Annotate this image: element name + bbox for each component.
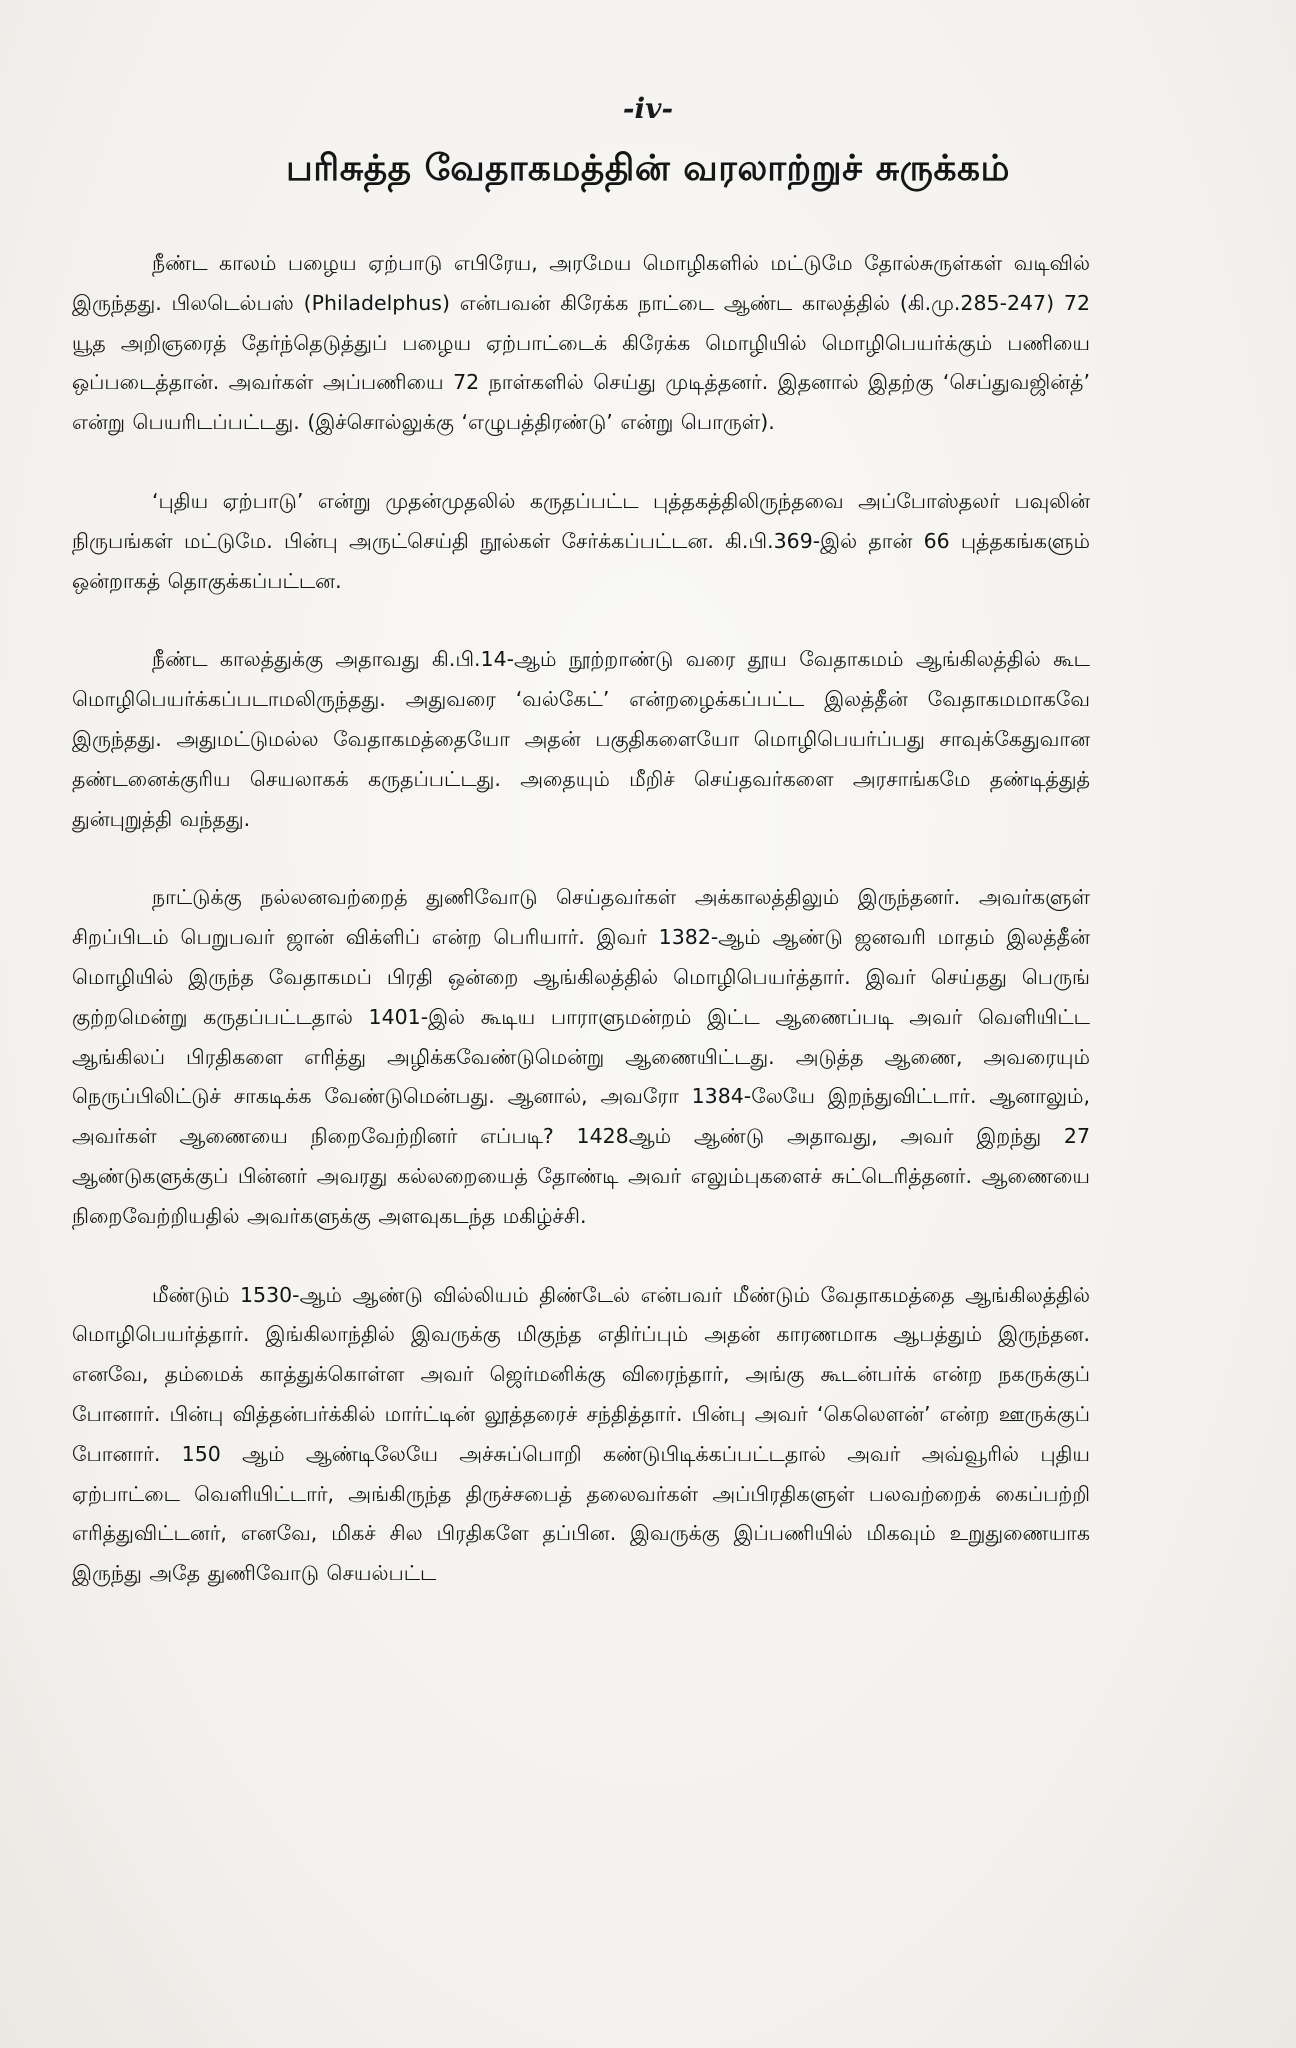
paragraph: நீண்ட காலம் பழைய ஏற்பாடு எபிரேய, அரமேய மொழிகளில் மட்டுமே தோல்சுருள்கள் வடிவில் இருந்தது. பிலடெல்பஸ் (Philadelphus) என்பவன் கிரேக்க நாட்டை ஆண்ட காலத்தில் (கி.மு.285-247) 72 யூத அறிஞரைத் தேர்ந்தெடுத்துப் பழைய ஏற்பாட்டைக் கிரேக்க மொழியில் மொழிபெயர்க்கும் பணியை ஒப்படைத்தான். அவர்கள் அப்பணியை 72 நாள்களில் செய்து முடித்தனர். இதனால் இதற்கு ‘செப்துவஜின்த்’ என்று பெயரிடப்பட்டது. (இச்சொல்லுக்கு ‘எழுபத்திரண்டு’ என்று பொருள்). xyxy=(72,251,1090,435)
page-title: பரிசுத்த வேதாகமத்தின் வரலாற்றுச் சுருக்கம் xyxy=(286,148,1010,189)
body-text xyxy=(72,244,1090,1594)
paragraph: மீண்டும் 1530-ஆம் ஆண்டு வில்லியம் திண்டேல் என்பவர் மீண்டும் வேதாகமத்தை ஆங்கிலத்தில் மொழிபெயர்த்தார். இங்கிலாந்தில் இவருக்கு மிகுந்த எதிர்ப்பும் அதன் காரணமாக ஆபத்தும் இருந்தன. எனவே, தம்மைக் காத்துக்கொள்ள அவர் ஜெர்மனிக்கு விரைந்தார், அங்கு கூடன்பர்க் என்ற நகருக்குப் போனார். பின்பு வித்தன்பர்க்கில் மார்ட்டின் லூத்தரைச் சந்தித்தார். பின்பு அவர் ‘கெலௌன்’ என்ற ஊருக்குப் போனார். 150 ஆம் ஆண்டிலேயே அச்சுப்பொறி கண்டுபிடிக்கப்பட்டதால் அவர் அவ்வூரில் புதிய ஏற்பாட்டை வெளியிட்டார், அங்கிருந்த திருச்சபைத் தலைவர்கள் அப்பிரதிகளுள் பலவற்றைக் கைப்பற்றி எரித்துவிட்டனர், எனவே, மிகச் சில பிரதிகளே தப்பின. இவருக்கு இப்பணியில் மிகவும் உறுதுணையாக இருந்து அதே துணிவோடு செயல்பட்ட xyxy=(72,1282,1090,1586)
paragraph: ‘புதிய ஏற்பாடு’ என்று முதன்முதலில் கருதப்பட்ட புத்தகத்திலிருந்தவை அப்போஸ்தலர் பவுலின் நிருபங்கள் மட்டுமே. பின்பு அருட்செய்தி நூல்கள் சேர்க்கப்பட்டன. கி.பி.369-இல் தான் 66 புத்தகங்களும் ஒன்றாகத் தொகுக்கப்பட்டன. xyxy=(72,488,1090,593)
page-number: -iv- xyxy=(622,92,674,125)
paragraph: நாட்டுக்கு நல்லனவற்றைத் துணிவோடு செய்தவர்கள் அக்காலத்திலும் இருந்தனர். அவர்களுள் சிறப்பிடம் பெறுபவர் ஜான் விக்ளிப் என்ற பெரியார். இவர் 1382-ஆம் ஆண்டு ஜனவரி மாதம் இலத்தீன் மொழியில் இருந்த வேதாகமப் பிரதி ஒன்றை ஆங்கிலத்தில் மொழிபெயர்த்தார். இவர் செய்தது பெருங் குற்றமென்று கருதப்பட்டதால் 1401-இல் கூடிய பாராளுமன்றம் இட்ட ஆணைப்படி அவர் வெளியிட்ட ஆங்கிலப் பிரதிகளை எரித்து அழிக்கவேண்டுமென்று ஆணையிட்டது. அடுத்த ஆணை, அவரையும் நெருப்பிலிட்டுச் சாகடிக்க வேண்டுமென்பது. ஆனால், அவரோ 1384-லேயே இறந்துவிட்டார். ஆனாலும், அவர்கள் ஆணையை நிறைவேற்றினர் எப்படி? 1428ஆம் ஆண்டு அதாவது, அவர் இறந்து 27 ஆண்டுகளுக்குப் பின்னர் அவரது கல்லறையைத் தோண்டி அவர் எலும்புகளைச் சுட்டெரித்தனர். ஆணையை நிறைவேற்றியதில் அவர்களுக்கு அளவுகடந்த மகிழ்ச்சி. xyxy=(72,885,1090,1228)
paragraph: நீண்ட காலத்துக்கு அதாவது கி.பி.14-ஆம் நூற்றாண்டு வரை தூய வேதாகமம் ஆங்கிலத்தில் கூட மொழிபெயர்க்கப்படாமலிருந்தது. அதுவரை ‘வல்கேட்’ என்றழைக்கப்பட்ட இலத்தீன் வேதாகமமாகவே இருந்தது. அதுமட்டுமல்ல வேதாகமத்தையோ அதன் பகுதிகளையோ மொழிபெயர்ப்பது சாவுக்கேதுவான தண்டனைக்குரிய செயலாகக் கருதப்பட்டது. அதையும் மீறிச் செய்தவர்களை அரசாங்கமே தண்டித்துத் துன்புறுத்தி வந்தது. xyxy=(72,647,1090,831)
